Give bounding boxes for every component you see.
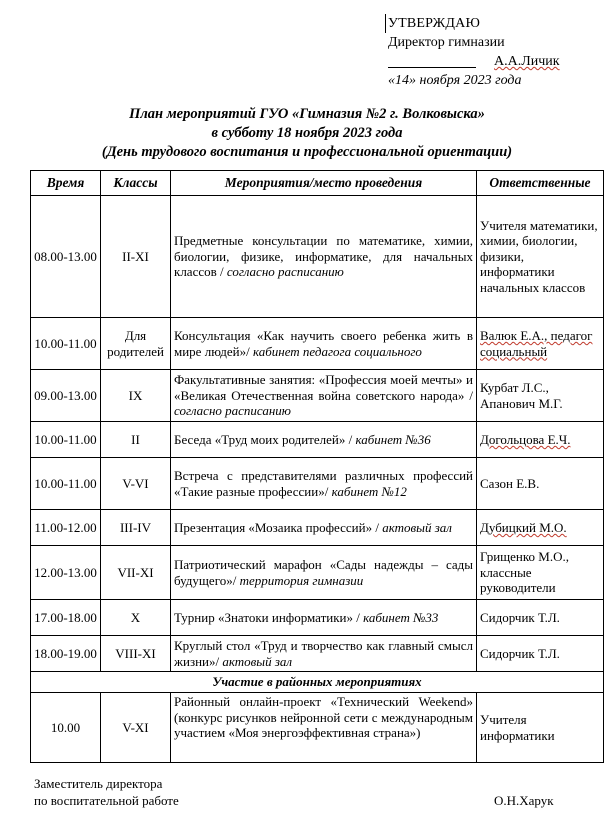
cell-event <box>171 600 477 636</box>
event-place: территория гимназии <box>239 572 364 588</box>
table-row <box>31 546 604 600</box>
cell-classes: II-XI <box>101 196 171 318</box>
event-text: Встреча с представителями различных профессий «Такие разные профессии»/ <box>174 468 473 499</box>
footer-position <box>34 775 179 809</box>
section-title: Участие в районных мероприятиях <box>31 672 604 693</box>
responsible-name: Догольцова Е.Ч. <box>480 431 571 447</box>
cell-responsible: Сидорчик Т.Л. <box>477 600 604 636</box>
cell-classes: IX <box>101 370 171 422</box>
table-row <box>31 693 604 763</box>
event-place: кабинет №12 <box>331 483 407 499</box>
events-table <box>30 170 604 763</box>
cell-time: 11.00-12.00 <box>31 510 101 546</box>
event-place: актовый зал <box>222 653 293 669</box>
cell-event: Районный онлайн-проект «Технический Weekend» (конкурс рисунков нейронной сети с международным участием «Моя энергоэффективная страна») <box>171 693 477 763</box>
table-row <box>31 458 604 510</box>
cell-time: 10.00-11.00 <box>31 422 101 458</box>
event-place: кабинет №36 <box>355 431 431 447</box>
heading-line-1: План мероприятий ГУО «Гимназия №2 г. Волковыска» <box>129 106 485 122</box>
cell-classes: Для родителей <box>101 318 171 370</box>
cell-event <box>171 422 477 458</box>
cell-responsible: Сазон Е.В. <box>477 458 604 510</box>
table-row <box>31 196 604 318</box>
event-text: Круглый стол «Труд и творчество как главный смысл жизни»/ <box>174 638 473 669</box>
event-text: Беседа «Труд моих родителей» / <box>174 431 353 447</box>
cell-time: 18.00-19.00 <box>31 636 101 672</box>
cell-classes: VII-XI <box>101 546 171 600</box>
responsible-name: Валюк Е.А., педагог социальный <box>480 328 593 359</box>
cell-responsible <box>477 510 604 546</box>
footer-position-line-1: Заместитель директора <box>34 776 163 791</box>
event-text: Патриотический марафон «Сады надежды – сады будущего»/ <box>174 557 473 588</box>
cell-event <box>171 510 477 546</box>
cell-responsible <box>477 318 604 370</box>
cell-classes: X <box>101 600 171 636</box>
footer-signatory: О.Н.Харук <box>494 793 554 808</box>
approval-block <box>388 14 608 90</box>
cell-event <box>171 636 477 672</box>
event-text: Турнир «Знатоки информатики» / <box>174 609 360 625</box>
approval-title: УТВЕРЖДАЮ <box>385 14 608 33</box>
table-header-row <box>31 171 604 196</box>
cell-classes: V-XI <box>101 693 171 763</box>
cell-responsible: Грищенко М.О., классные руководители <box>477 546 604 600</box>
header-event: Мероприятия/место проведения <box>171 171 477 196</box>
cell-event <box>171 458 477 510</box>
cell-time: 10.00-11.00 <box>31 458 101 510</box>
document-heading <box>0 105 614 162</box>
event-text: Презентация «Мозаика профессий» / <box>174 519 379 535</box>
table-row <box>31 318 604 370</box>
cell-classes: VIII-XI <box>101 636 171 672</box>
responsible-name: Дубицкий М.О. <box>480 519 567 535</box>
table-row <box>31 370 604 422</box>
approval-signature-line <box>388 52 608 71</box>
header-time: Время <box>31 171 101 196</box>
cell-responsible: Курбат Л.С., Апанович М.Г. <box>477 370 604 422</box>
cell-responsible: Учителя математики, химии, биологии, физики, информатики начальных классов <box>477 196 604 318</box>
table-row <box>31 600 604 636</box>
event-text: Факультативные занятия: «Профессия моей мечты» и «Великая Отечественная война советского народа» / <box>174 372 473 403</box>
cell-event <box>171 196 477 318</box>
section-row <box>31 672 604 693</box>
approval-signatory: А.А.Личик <box>494 54 560 69</box>
footer-position-line-2: по воспитательной работе <box>34 793 179 808</box>
approval-position: Директор гимназии <box>388 35 505 50</box>
event-place: кабинет №33 <box>363 609 439 625</box>
table-row <box>31 510 604 546</box>
cell-responsible: Сидорчик Т.Л. <box>477 636 604 672</box>
cell-classes: III-IV <box>101 510 171 546</box>
cell-time: 09.00-13.00 <box>31 370 101 422</box>
cell-responsible: Учителя информатики <box>477 693 604 763</box>
event-place: актовый зал <box>382 519 452 535</box>
event-text: Предметные консультации по математике, химии, биологии, физике, информатике, для начальных классов / <box>174 233 473 280</box>
event-text: Консультация «Как научить своего ребенка жить в мире людей»/ <box>174 328 473 359</box>
cell-time: 08.00-13.00 <box>31 196 101 318</box>
event-place: кабинет педагога социального <box>252 343 422 359</box>
cell-time: 12.00-13.00 <box>31 546 101 600</box>
cell-classes: V-VI <box>101 458 171 510</box>
heading-line-3: (День трудового воспитания и профессиональной ориентации) <box>101 144 513 160</box>
cell-time: 10.00-11.00 <box>31 318 101 370</box>
signature-blank <box>388 67 476 68</box>
cell-time: 10.00 <box>31 693 101 763</box>
cell-responsible <box>477 422 604 458</box>
event-place: согласно расписанию <box>174 403 291 419</box>
table-row <box>31 636 604 672</box>
header-classes: Классы <box>101 171 171 196</box>
event-place: согласно расписанию <box>226 264 344 280</box>
header-responsible: Ответственные <box>477 171 604 196</box>
cell-event <box>171 318 477 370</box>
cell-time: 17.00-18.00 <box>31 600 101 636</box>
table-row <box>31 422 604 458</box>
cell-classes: II <box>101 422 171 458</box>
cell-event <box>171 370 477 422</box>
cell-event <box>171 546 477 600</box>
approval-date: «14» ноября 2023 года <box>388 73 522 88</box>
heading-line-2: в субботу 18 ноября 2023 года <box>211 125 403 141</box>
